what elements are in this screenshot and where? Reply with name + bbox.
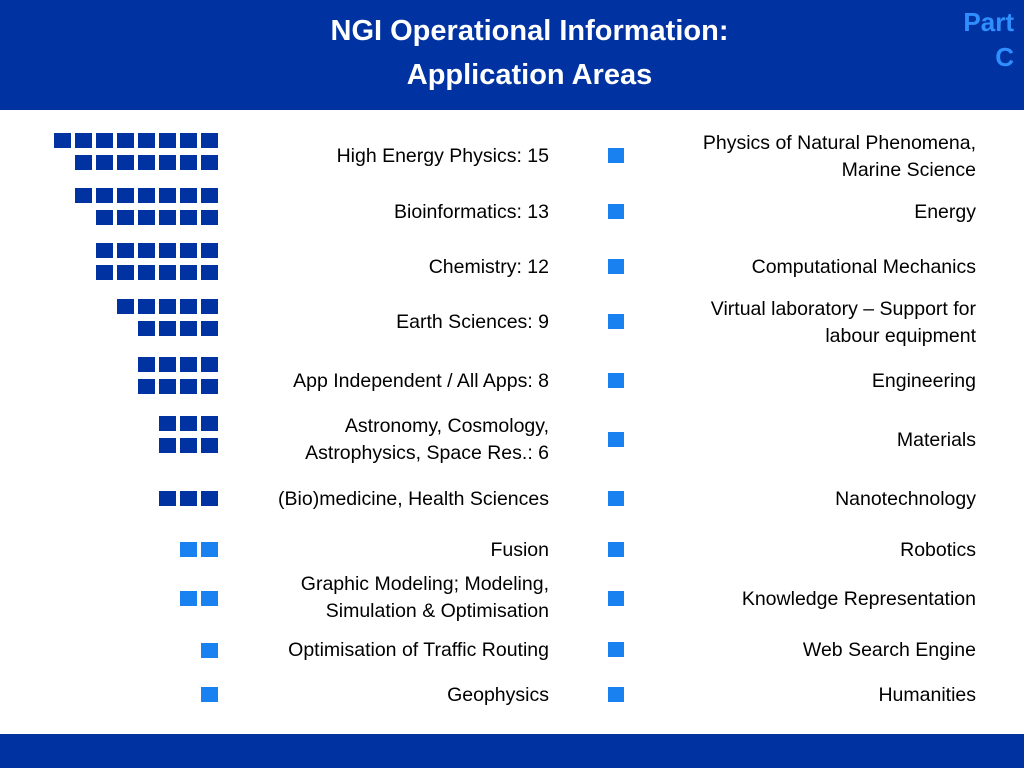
value-square [117,210,134,225]
value-square [201,643,218,658]
value-square [159,299,176,314]
value-square [180,133,197,148]
value-square [138,265,155,280]
value-square [180,299,197,314]
value-square [117,265,134,280]
value-square [201,357,218,372]
value-square [159,155,176,170]
footer-bar [0,734,1024,768]
value-square [201,155,218,170]
value-square [159,321,176,336]
left-item-label: Earth Sciences: 9 [396,311,549,333]
right-item-label: Materials [896,429,976,451]
part-label [940,5,1014,75]
value-square [201,491,218,506]
right-item-label: Energy [914,201,976,223]
value-square [159,265,176,280]
left-item-label: (Bio)medicine, Health Sciences [278,488,549,510]
value-square [96,133,113,148]
value-square [201,438,218,453]
value-square [201,687,218,702]
value-square [138,379,155,394]
left-item-label: Chemistry: 12 [428,256,549,278]
value-square [180,210,197,225]
value-square [96,265,113,280]
title-line-2: Application Areas [406,59,653,91]
value-square [75,155,92,170]
square-bullet-icon [608,259,624,274]
value-square [180,357,197,372]
left-item-label: Geophysics [447,684,549,706]
value-square [201,265,218,280]
square-bullet-icon [608,687,624,702]
value-square [180,321,197,336]
part-label-line-1: Part [963,7,1014,37]
square-bullet-icon [608,491,624,506]
left-item-label: App Independent / All Apps: 8 [293,370,549,392]
value-square [180,438,197,453]
value-square [159,379,176,394]
left-item-label: Astronomy, Cosmology, Astrophysics, Space Res.: 6 [305,415,549,464]
value-square [180,591,197,606]
value-square [96,210,113,225]
value-square [159,188,176,203]
value-square [138,133,155,148]
value-square [138,210,155,225]
left-item-label: High Energy Physics: 15 [336,145,549,167]
value-square [138,188,155,203]
value-square [138,155,155,170]
value-square [180,188,197,203]
value-square [201,133,218,148]
right-item-label: Virtual laboratory – Support for labour equipment [710,298,976,347]
value-square [180,379,197,394]
value-square [180,542,197,557]
left-item-label: Optimisation of Traffic Routing [288,639,549,661]
header-bar [0,0,1024,110]
value-square [138,243,155,258]
value-square [201,591,218,606]
left-item-label: Fusion [490,539,549,561]
value-square [117,243,134,258]
square-bullet-icon [608,591,624,606]
square-bullet-icon [608,642,624,657]
right-item-label: Physics of Natural Phenomena, Marine Science [702,132,976,181]
value-square [117,299,134,314]
right-item-label: Nanotechnology [835,488,976,510]
square-bullet-icon [608,542,624,557]
value-square [201,321,218,336]
value-square [75,133,92,148]
value-square [201,188,218,203]
value-square [159,357,176,372]
right-item-label: Computational Mechanics [751,256,976,278]
value-square [138,321,155,336]
value-square [159,243,176,258]
left-item-label: Bioinformatics: 13 [394,201,549,223]
value-square [96,243,113,258]
square-bullet-icon [608,373,624,388]
square-bullet-icon [608,204,624,219]
value-square [159,491,176,506]
value-square [159,133,176,148]
value-square [54,133,71,148]
value-square [159,438,176,453]
value-square [180,155,197,170]
right-item-label: Web Search Engine [802,639,976,661]
value-square [159,416,176,431]
value-square [201,542,218,557]
value-square [180,491,197,506]
value-square [96,188,113,203]
value-square [201,210,218,225]
value-square [117,155,134,170]
square-bullet-icon [608,432,624,447]
square-bullet-icon [608,314,624,329]
value-square [180,416,197,431]
value-square [201,379,218,394]
right-item-label: Engineering [871,370,976,392]
value-square [201,299,218,314]
value-square [180,265,197,280]
value-square [201,243,218,258]
part-label-line-2: C [995,42,1014,72]
right-item-label: Robotics [900,539,976,561]
value-square [117,188,134,203]
value-square [138,299,155,314]
right-item-label: Knowledge Representation [741,588,976,610]
value-square [201,416,218,431]
value-square [75,188,92,203]
value-square [138,357,155,372]
right-item-label: Humanities [878,684,976,706]
left-item-label: Graphic Modeling; Modeling, Simulation & Optimisation [300,573,549,622]
page-title [0,9,1024,97]
value-square [117,133,134,148]
value-square [96,155,113,170]
value-square [159,210,176,225]
title-line-1: NGI Operational Information: [330,15,729,47]
square-bullet-icon [608,148,624,163]
value-square [180,243,197,258]
